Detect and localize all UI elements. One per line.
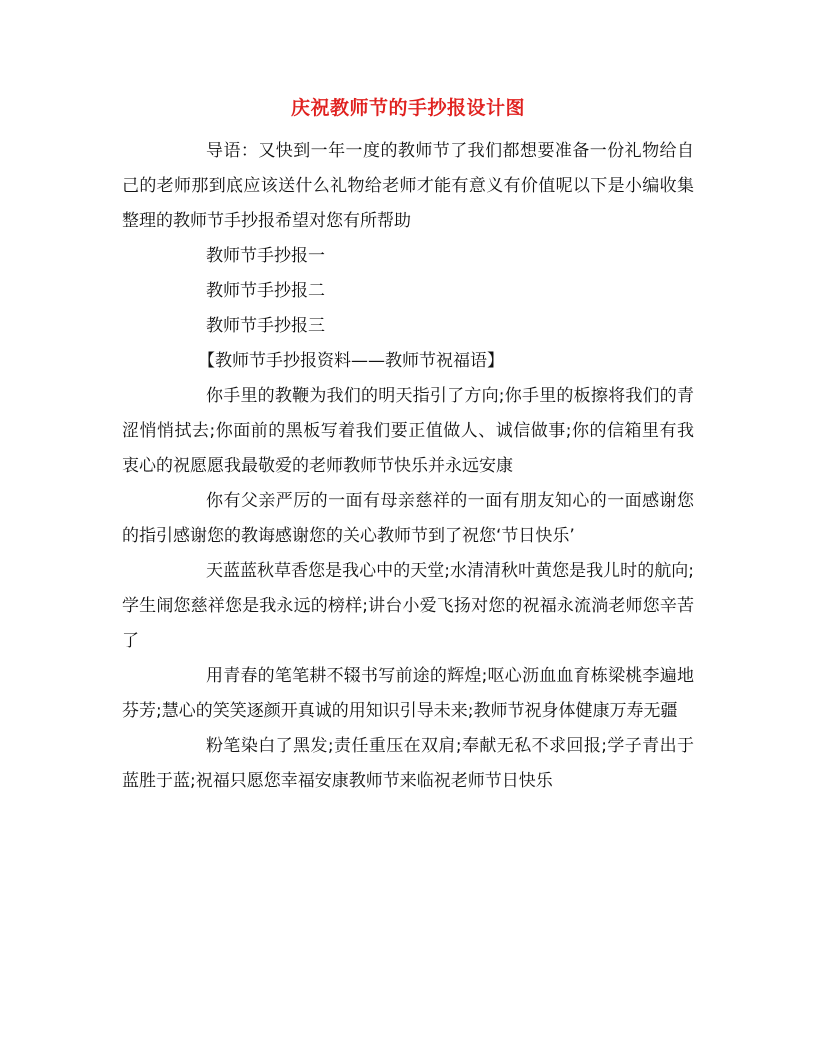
section-heading: 【教师节手抄报资料——教师节祝福语】	[198, 351, 504, 371]
intro-paragraph: 导语：又快到一年一度的教师节了我们都想要准备一份礼物给自己的老师那到底应该送什么礼物给老师才能有意义有价值呢以下是小编收集整理的教师节手抄报希望对您有所帮助	[122, 141, 694, 231]
list-item: 教师节手抄报一	[206, 246, 325, 266]
blessing-paragraph: 你手里的教鞭为我们的明天指引了方向;你手里的板擦将我们的青涩悄悄拭去;你面前的黑板写着我们要正值做人、诚信做事;你的信箱里有我衷心的祝愿愿我最敬爱的老师教师节快乐并永远安康	[122, 386, 694, 476]
list-item: 教师节手抄报三	[206, 316, 325, 336]
blessing-paragraph: 你有父亲严厉的一面有母亲慈祥的一面有朋友知心的一面感谢您的指引感谢您的教诲感谢您的关心教师节到了祝您‘节日快乐’	[122, 491, 694, 546]
document-body	[122, 134, 694, 799]
list-item: 教师节手抄报二	[206, 281, 325, 301]
blessing-paragraph: 天蓝蓝秋草香您是我心中的天堂;水清清秋叶黄您是我儿时的航向;学生闹您慈祥您是我永远的榜样;讲台小爱飞扬对您的祝福永流淌老师您辛苦了	[122, 561, 694, 651]
blessing-paragraph: 粉笔染白了黑发;责任重压在双肩;奉献无私不求回报;学子青出于蓝胜于蓝;祝福只愿您幸福安康教师节来临祝老师节日快乐	[122, 736, 694, 791]
document-title: 庆祝教师节的手抄报设计图	[290, 97, 525, 119]
blessing-paragraph: 用青春的笔笔耕不辍书写前途的辉煌;呕心沥血血育栋梁桃李遍地芬芳;慧心的笑笑逐颜开真诚的用知识引导未来;教师节祝身体健康万寿无疆	[122, 666, 694, 721]
